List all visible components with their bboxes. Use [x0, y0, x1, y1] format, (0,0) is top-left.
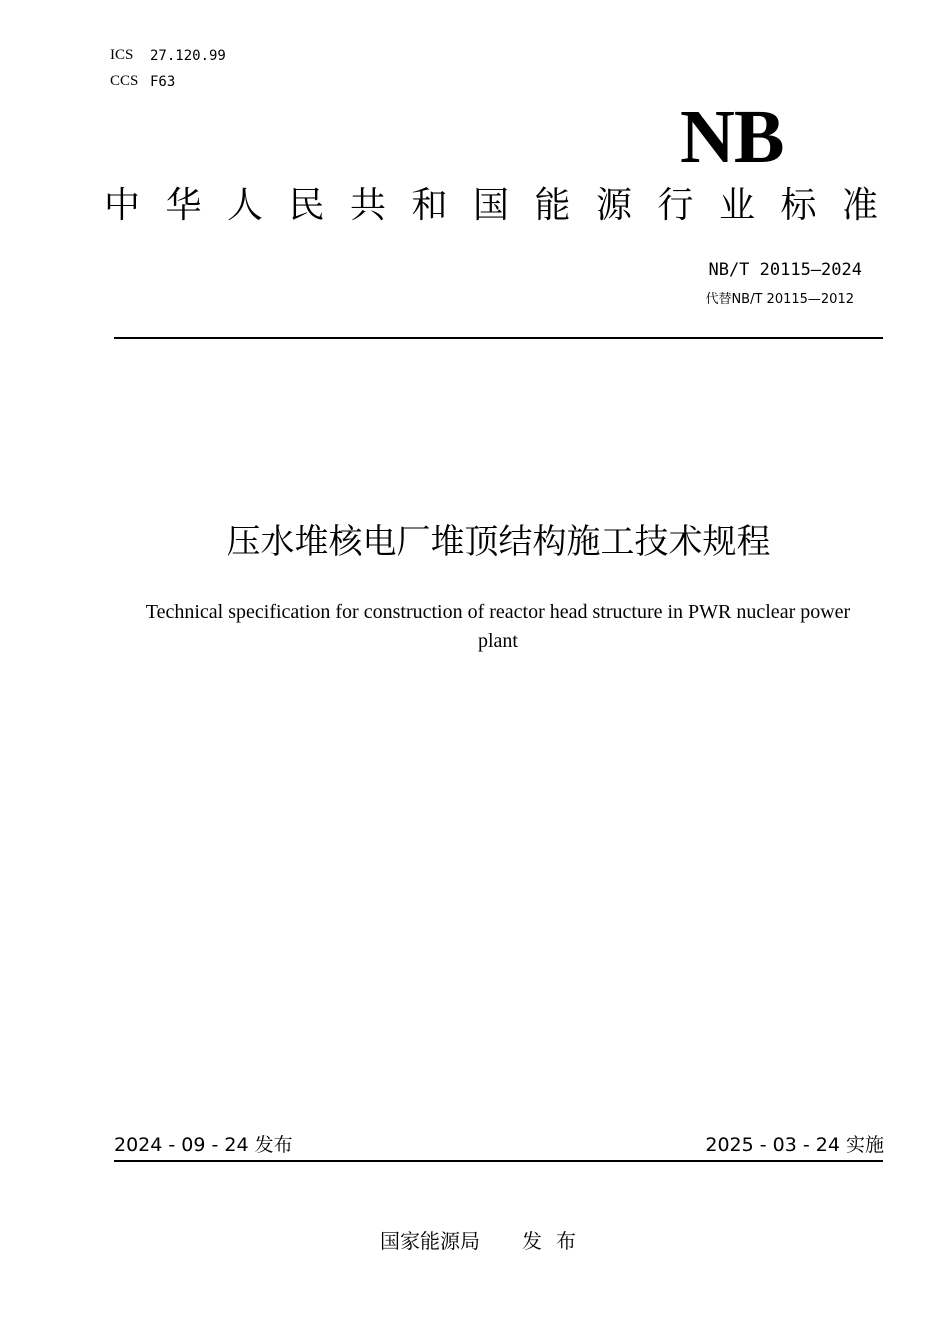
publisher-action: 发布: [522, 1229, 590, 1253]
header-divider: [114, 337, 883, 339]
ics-code: 27.120.99: [150, 48, 226, 64]
effective-date: 2025 - 03 - 24 实施: [705, 1134, 884, 1156]
issue-date: 2024 - 09 - 24 发布: [114, 1134, 293, 1156]
publisher-organization: 国家能源局: [380, 1229, 480, 1253]
ccs-label: CCS: [110, 73, 139, 89]
publisher: [380, 1227, 640, 1255]
nb-logo: NB: [680, 95, 784, 179]
document-title-english: Technical specification for construction of reactor head structure in PWR nuclear power plant: [145, 601, 851, 652]
document-title-chinese: 压水堆核电厂堆顶结构施工技术规程: [226, 522, 771, 562]
standard-category-title: 中华人民共和国能源行业标准: [104, 185, 904, 226]
ics-label: ICS: [110, 47, 134, 63]
ccs-code: F63: [150, 74, 176, 90]
replaces-standard: 代替NB/T 20115—2012: [705, 292, 854, 307]
standard-number: NB/T 20115—2024: [708, 260, 862, 280]
footer-divider: [114, 1160, 883, 1162]
